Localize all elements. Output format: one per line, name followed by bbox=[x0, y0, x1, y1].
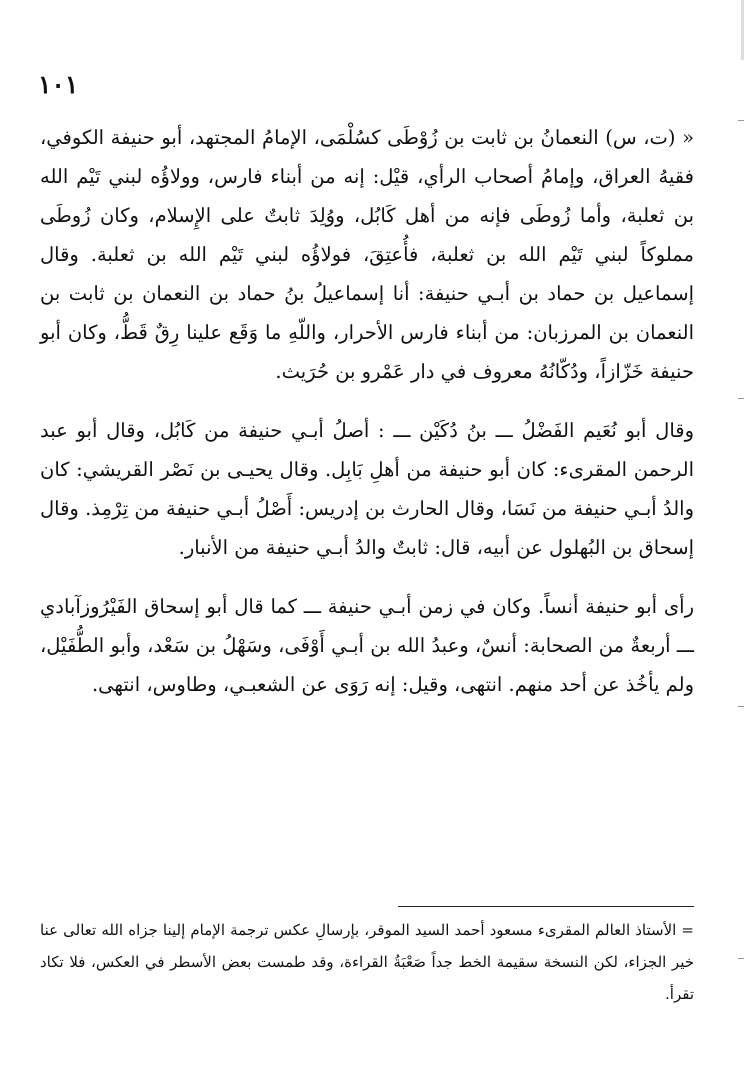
footnote-divider bbox=[398, 906, 694, 907]
margin-tick bbox=[738, 706, 744, 707]
paragraph-origin: وقال أبو نُعَيم الفَضْلُ ـــ بنُ دُكَيْن ـــ : أصلُ أبـي حنيفة من كَابُل، وقال أبو عبد الرحمن المقرىء: كان أبو حنيفة من أهلِ بَابِل. وقال يحيـى بن نَصْر القريشي: كان والدُ أبـي حنيفة من نَسَا، وقال الحارث بن إدريس: أَصْلُ أبـي حنيفة من تِرْمِذ. وقال إسحاق بن البُهلول عن أبيه، قال: ثابتٌ والدُ أبـي حنيفة من الأنبار. bbox=[40, 419, 694, 559]
margin-tick bbox=[738, 958, 744, 959]
paragraph-companions: رأى أبو حنيفة أنساً. وكان في زمن أبـي حنيفة ـــ كما قال أبو إسحاق الفَيْرُوزآبادي ـــ أربعةٌ من الصحابة: أنسٌ، وعبدُ الله بن أبـي أَوْفَى، وسَهْلُ بن سَعْد، وأبو الطُّفَيْل، ولم يأخُذ عن أحد منهم. انتهى، وقيل: إنه رَوَى عن الشعبـي، وطاوس، انتهى. bbox=[40, 595, 694, 696]
footnote-text: = الأستاذ العالم المقرىء مسعود أحمد السيد الموقر، بإرسالِ عكس ترجمة الإمام إلينا جزاه الله تعالى عنا خير الجزاء، لكن النسخة سقيمة الخط جداً صَعْبَةُ القراءة، وقد طمست بعض الأسطر في العكس، فلا تكاد تقرأ. bbox=[40, 921, 694, 1003]
margin-tick bbox=[738, 120, 744, 121]
margin-tick bbox=[738, 398, 744, 399]
page-number: ١٠١ bbox=[38, 70, 79, 99]
main-text bbox=[40, 118, 694, 724]
paragraph-biography: « (ت، س) النعمانُ بن ثابت بن زُوْطَى كسُلْمَى، الإمامُ المجتهد، أبو حنيفة الكوفي، فقيهُ العراق، وإمامُ أصحاب الرأي، قيْل: إنه من أبناء فارس، وولاؤُه لبني تَيْم الله بن ثعلبة، وأما زُوطَى فإنه من أهل كَابُل، ووُلِدَ ثابتٌ على الإِسلام، وكان زُوطَى مملوكاً لبني تَيْم الله بن ثعلبة، فأُعتِقَ، فولاؤُه لبني تَيْم الله بن ثعلبة. وقال إسماعيل بن حماد بن أبـي حنيفة: أنا إسماعيلُ بنُ حماد بن النعمان بن ثابت بن النعمان بن المرزبان: من أبناء فارس الأحرار، واللّهِ ما وَقَع علينا رِقٌ قَطُّ، وكان أبو حنيفة خَزّازاً، ودُكّانُهُ معروف في دار عَمْرو بن حُرَيث. bbox=[40, 126, 694, 383]
